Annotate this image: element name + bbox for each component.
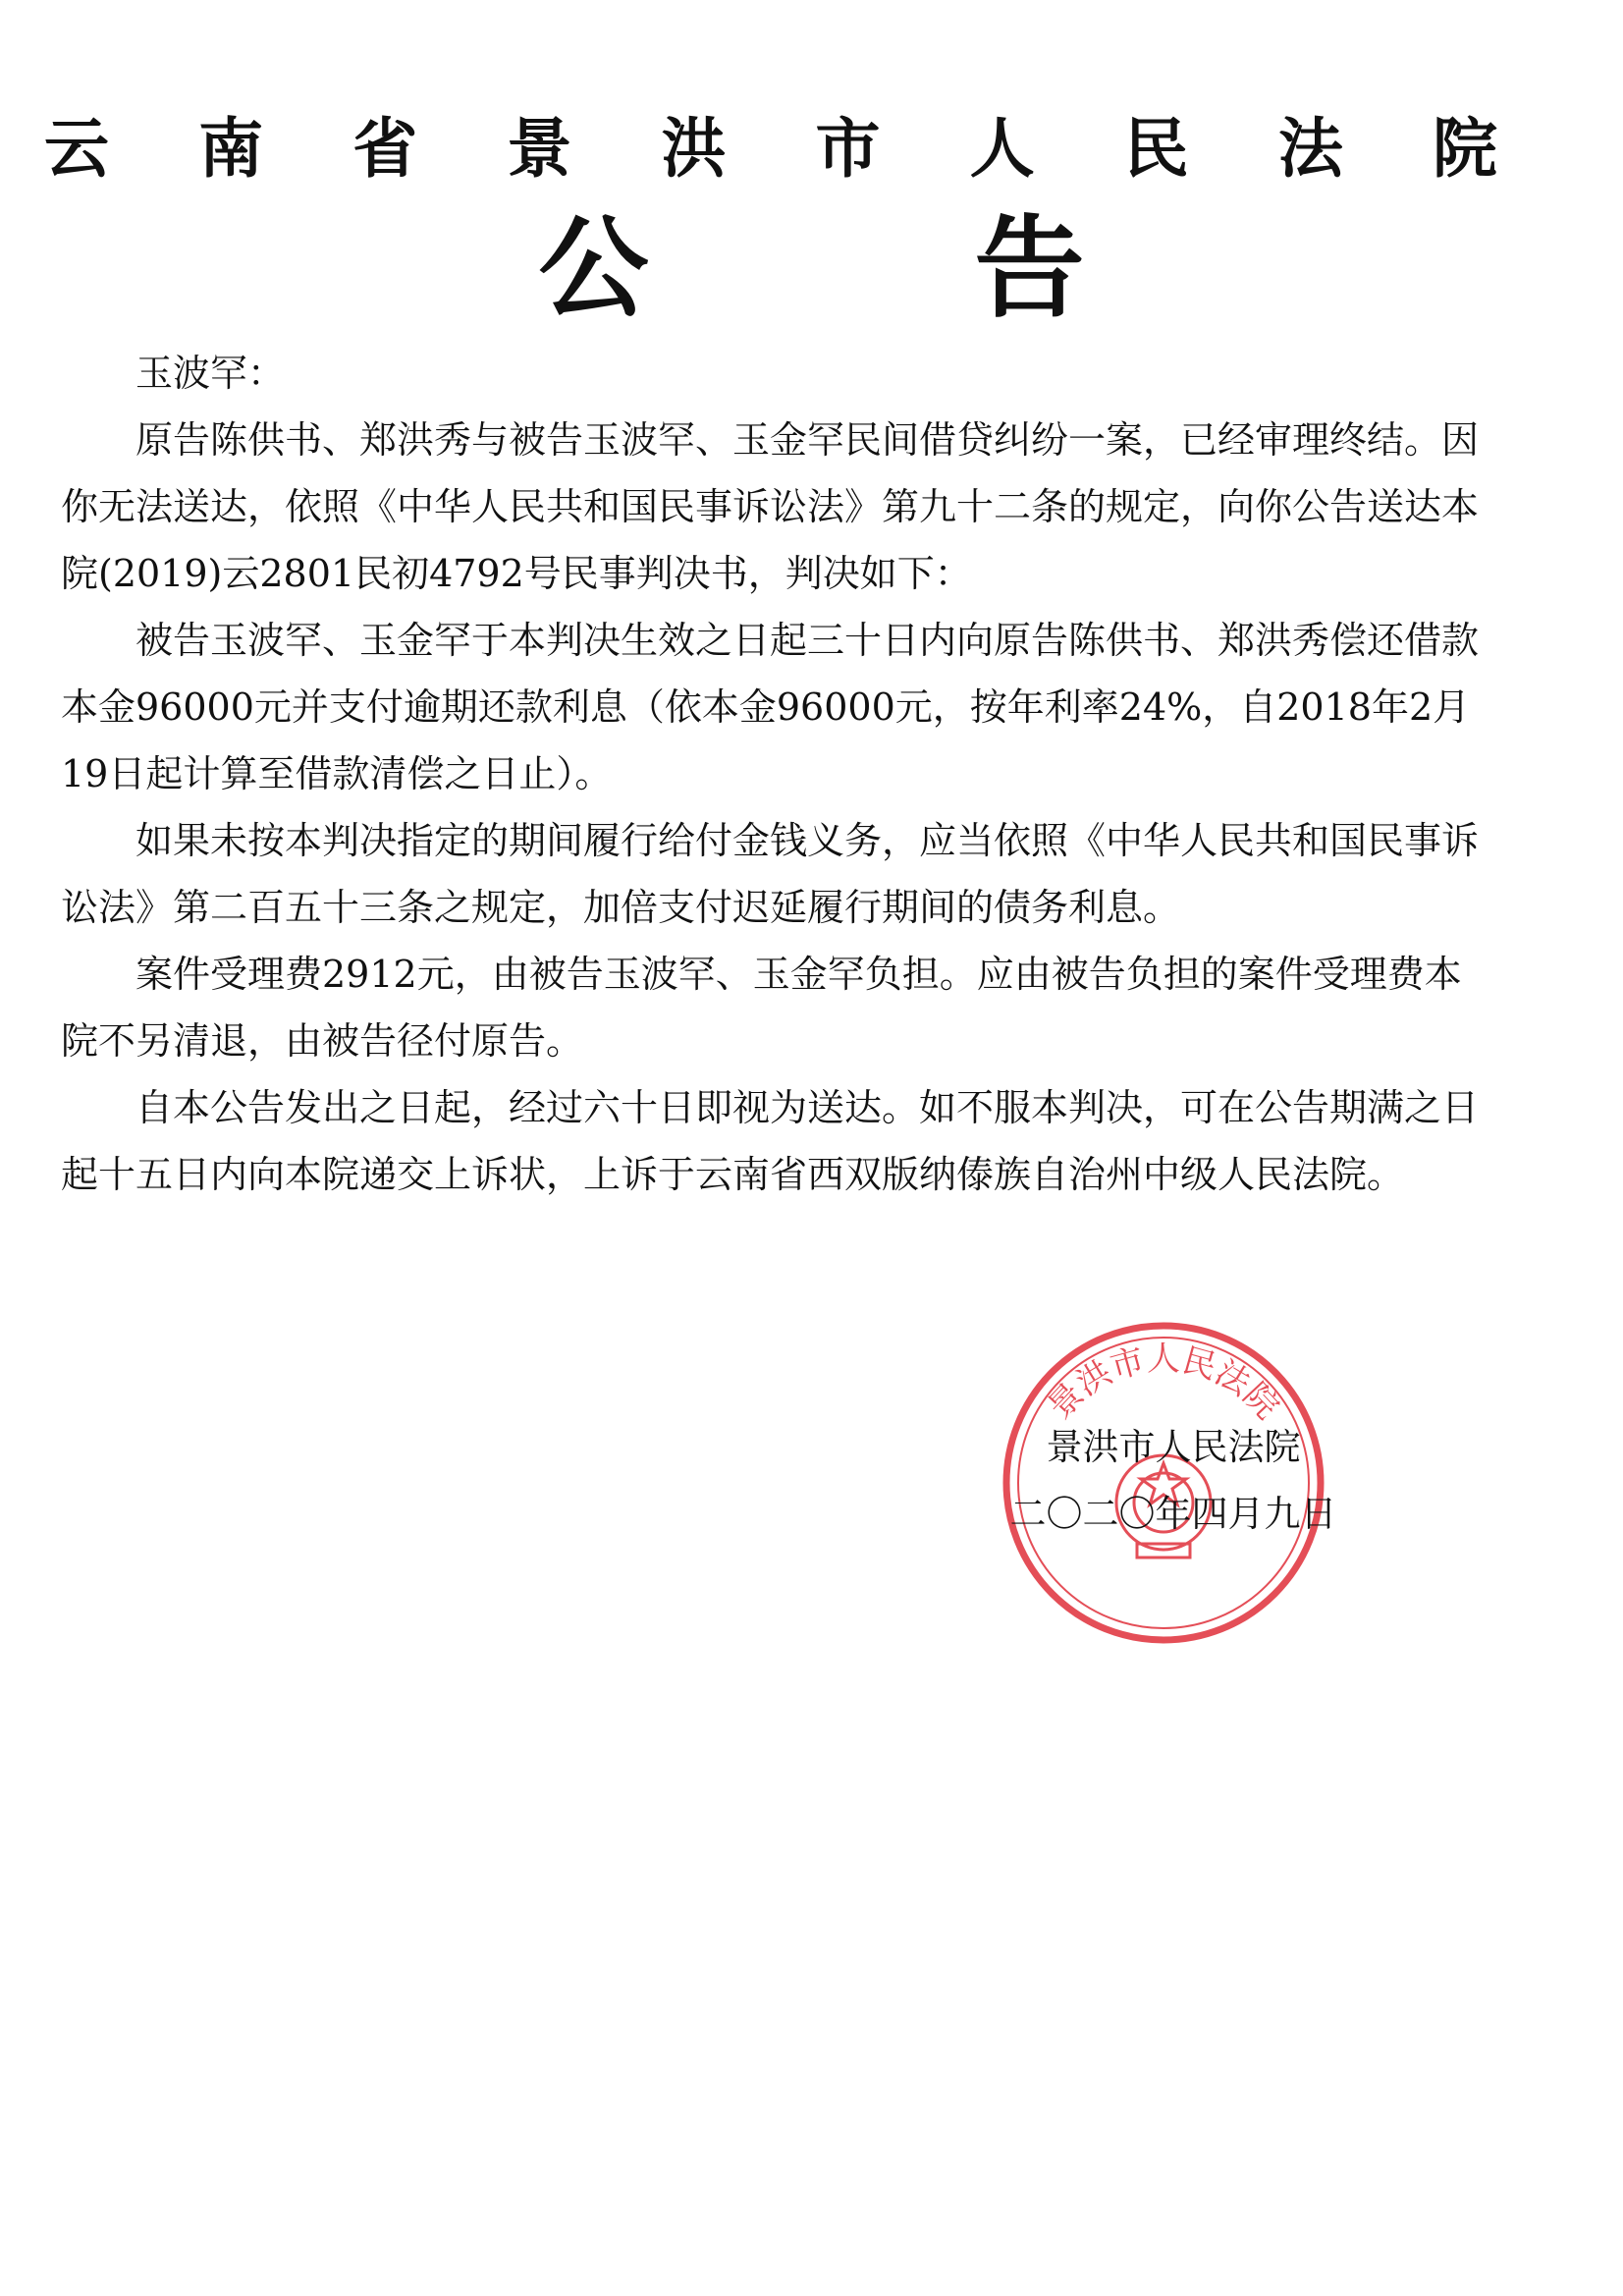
addressee: 玉波罕：: [135, 352, 286, 395]
court-name-char: 省: [352, 110, 418, 187]
court-name-char: 人: [969, 110, 1035, 187]
signature-court-name: 景洪市人民法院: [1046, 1426, 1301, 1468]
seal-arc-text: 景洪市人民法院: [1040, 1339, 1287, 1427]
paragraph-court-fee: 案件受理费2912元，由被告玉波罕、玉金罕负担。应由被告负担的案件受理费本院不另清退，由被告径付原告。: [61, 953, 1462, 1063]
signature-date: 二〇二〇年四月九日: [1009, 1493, 1337, 1535]
court-name-char: 洪: [661, 110, 727, 187]
court-name-char: 法: [1277, 110, 1343, 187]
court-name-heading: [44, 110, 1497, 187]
court-name-char: 南: [198, 110, 264, 187]
paragraph-delay-interest: 如果未按本判决指定的期间履行给付金钱义务，应当依照《中华人民共和国民事诉讼法》第二百五十三条之规定，加倍支付迟延履行期间的债务利息。: [61, 819, 1480, 929]
court-name-char: 景: [507, 110, 572, 187]
notice-body: [61, 340, 1494, 1208]
paragraph-judgment: 被告玉波罕、玉金罕于本判决生效之日起三十日内向原告陈供书、郑洪秀偿还借款本金96000元并支付逾期还款利息（依本金96000元，按年利率24%，自2018年2月19日起计算至借款清偿之日止）。: [61, 619, 1480, 795]
court-name-char: 民: [1123, 110, 1189, 187]
court-name-char: 市: [815, 110, 881, 187]
notice-title: 公 告: [538, 204, 1193, 333]
signature-block: [992, 1414, 1355, 1548]
paragraph-service-appeal: 自本公告发出之日起，经过六十日即视为送达。如不服本判决，可在公告期满之日起十五日内向本院递交上诉状，上诉于云南省西双版纳傣族自治州中级人民法院。: [61, 1086, 1480, 1196]
paragraph-case-summary: 原告陈供书、郑洪秀与被告玉波罕、玉金罕民间借贷纠纷一案，已经审理终结。因你无法送达，依照《中华人民共和国民事诉讼法》第九十二条的规定，向你公告送达本院(2019)云2801民初4792号民事判决书，判决如下：: [61, 418, 1480, 595]
court-name-char: 院: [1432, 110, 1497, 187]
court-name-char: 云: [44, 110, 109, 187]
